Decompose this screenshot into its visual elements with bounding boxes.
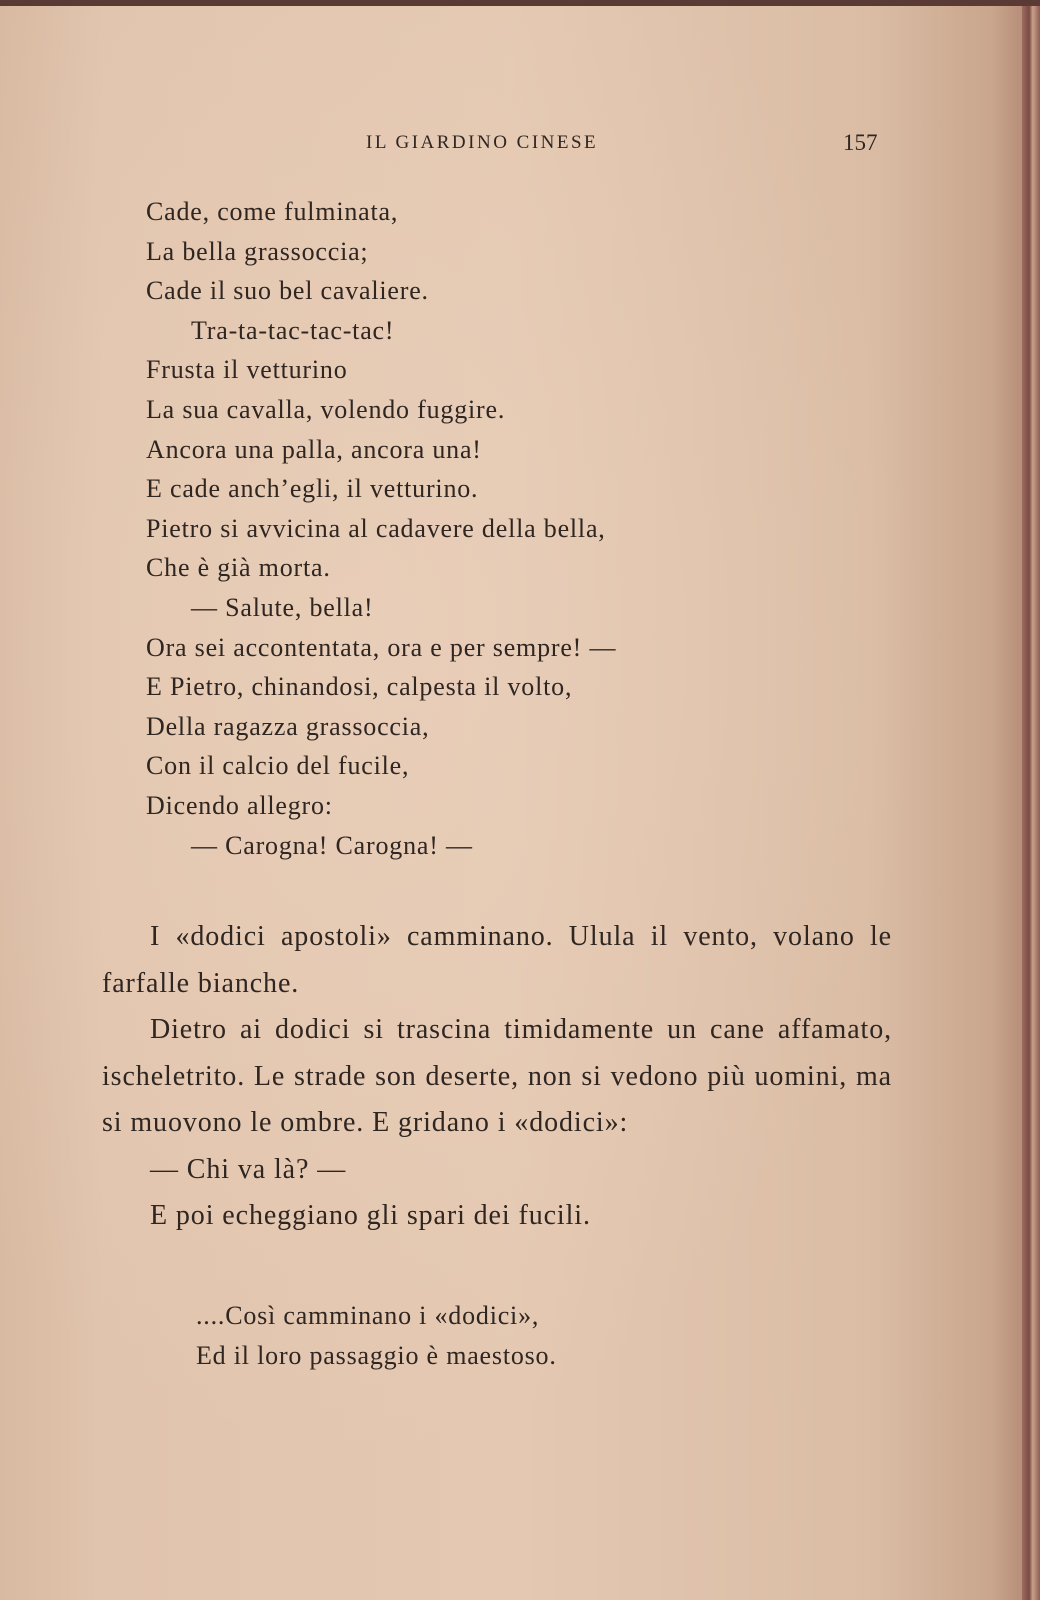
page-number: 157 [843, 130, 878, 155]
verse-line: Pietro si avvicina al cadavere della bella, [146, 513, 606, 543]
running-head: IL GIARDINO CINESE [366, 132, 599, 153]
prose-block [102, 914, 892, 1240]
book-page [0, 6, 1022, 1600]
paragraph: E poi echeggiano gli spari dei fucili. [150, 1200, 591, 1231]
verse-line: Ora sei accontentata, ora e per sempre! — [146, 632, 617, 662]
verse-line: Con il calcio del fucile, [146, 751, 410, 781]
verse-line: Dicendo allegro: [146, 790, 333, 820]
verse-line: Cade il suo bel cavaliere. [146, 276, 429, 306]
closing-verse [196, 1296, 557, 1375]
verse-line: Cade, come fulminata, [146, 197, 399, 226]
verse-block [146, 192, 616, 865]
page-edge [1022, 6, 1040, 1600]
verse-line: La bella grassoccia; [146, 236, 369, 266]
verse-line: Che è già morta. [146, 553, 331, 583]
verse-line: Ancora una palla, ancora una! [146, 434, 482, 464]
verse-line: ....Così camminano i «dodici», [196, 1301, 540, 1330]
verse-line: E Pietro, chinandosi, calpesta il volto, [146, 672, 573, 702]
paragraph: I «dodici apostoli» camminano. Ulula il vento, volano le farfalle bianche. [102, 921, 892, 999]
verse-line: E cade anch’egli, il vetturino. [146, 474, 479, 504]
verse-line: Frusta il vetturino [146, 355, 348, 385]
verse-line: Della ragazza grassoccia, [146, 711, 430, 741]
verse-line: La sua cavalla, volendo fuggire. [146, 394, 506, 424]
dialogue-line: — Chi va là? — [150, 1153, 347, 1185]
verse-line: Ed il loro passaggio è maestoso. [196, 1340, 557, 1370]
paragraph: Dietro ai dodici si trascina timidamente un cane affamato, ischeletrito. Le strade son deserte, non si vedono più uomini, ma si muovono le ombre. E gridano i «dodici»: [102, 1014, 892, 1138]
verse-line: — Carogna! Carogna! — [191, 830, 473, 860]
verse-line: — Salute, bella! [191, 592, 374, 622]
verse-line: Tra-ta-tac-tac-tac! [191, 315, 395, 345]
